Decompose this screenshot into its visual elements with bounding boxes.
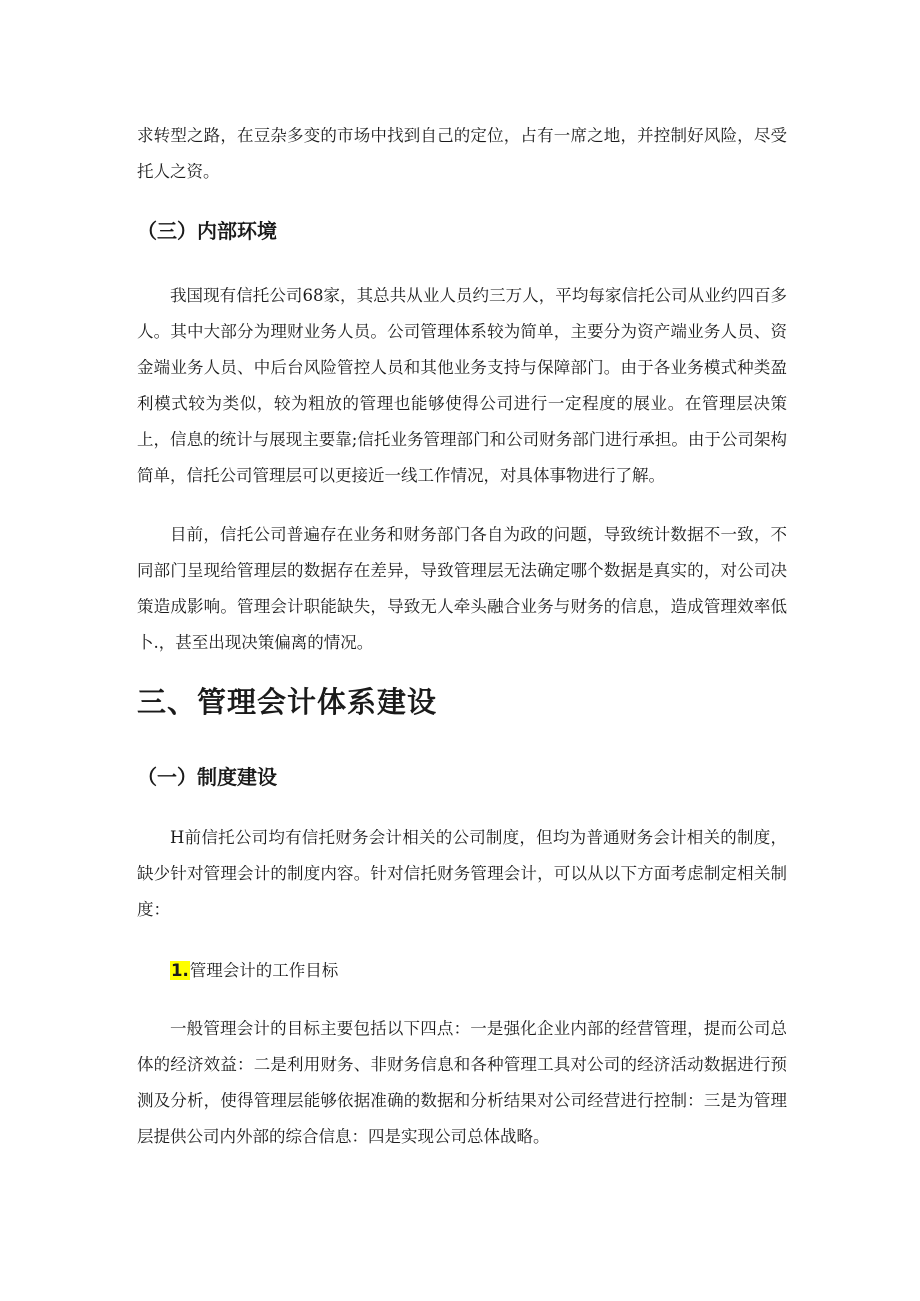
paragraph-goals-detail bbox=[137, 1011, 787, 1155]
paragraph-trust-companies bbox=[137, 278, 787, 494]
paragraph-continuation bbox=[137, 118, 787, 190]
paragraph-current-system bbox=[137, 820, 787, 928]
item-title: 管理会计的工作目标 bbox=[189, 961, 339, 980]
paragraph-text: 目前，信托公司普遍存在业务和财务部门各自为政的问题，导致统计数据不一致，不同部门呈现给管理层的数据存在差异，导致管理层无法确定哪个数据是真实的，对公司决策造成影响。管理会计职能缺失，导致无人牵头融合业务与财务的信息，造成管理效率低卜.，甚至出现决策偏离的情况。 bbox=[137, 525, 787, 652]
section-subheading: （三）内部环境 bbox=[137, 219, 277, 243]
section-heading: 三、管理会计体系建设 bbox=[137, 685, 438, 719]
paragraph-current-problems bbox=[137, 517, 787, 661]
list-item-work-goals bbox=[137, 956, 787, 986]
item-number-highlight: 1. bbox=[171, 961, 189, 980]
subheading-internal-environment bbox=[137, 216, 787, 246]
paragraph-text: 一般管理会计的目标主要包括以下四点：一是强化企业内部的经营管理，提而公司总体的经济效益：二是利用财务、非财务信息和各种管理工具对公司的经济活动数据进行预测及分析，使得管理层能够依据准确的数据和分析结果对公司经营进行控制：三是为管理层提供公司内外部的综合信息：四是实现公司总体战略。 bbox=[137, 1019, 787, 1146]
section-heading-management-accounting bbox=[137, 682, 787, 722]
paragraph-text: H前信托公司均有信托财务会计相关的公司制度，但均为普通财务会计相关的制度，缺少针对管理会计的制度内容。针对信托财务管理会计，可以从以下方面考虑制定相关制度： bbox=[137, 828, 787, 919]
section-subheading: （一）制度建设 bbox=[137, 765, 277, 789]
subheading-system-construction bbox=[137, 762, 787, 792]
paragraph-text: 求转型之路，在豆杂多变的市场中找到自己的定位，占有一席之地，并控制好风险，尽受托人之资。 bbox=[137, 126, 787, 181]
paragraph-text: 我国现有信托公司68家，其总共从业人员约三万人，平均每家信托公司从业约四百多人。其中大部分为理财业务人员。公司管理体系较为简单，主要分为资产端业务人员、资金端业务人员、中后台风险管控人员和其他业务支持与保障部门。由于各业务模式种类盈利模式较为类似，较为粗放的管理也能够使得公司进行一定程度的展业。在管理层决策上，信息的统计与展现主要靠;信托业务管理部门和公司财务部门进行承担。由于公司架构简单，信托公司管理层可以更接近一线工作情况，对具体事物进行了解。 bbox=[137, 286, 787, 485]
